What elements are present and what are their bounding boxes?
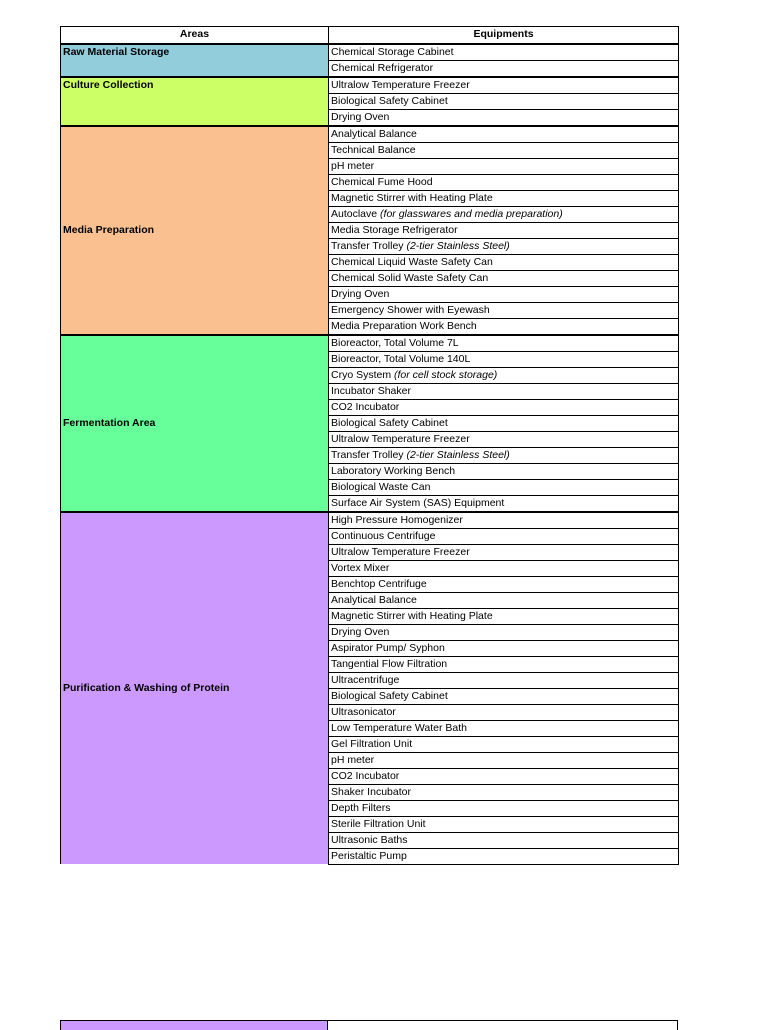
equipment-cell — [329, 222, 679, 238]
equipment-name: Media Storage Refrigerator — [331, 223, 458, 236]
equipment-cell — [329, 77, 679, 94]
equipment-cell — [329, 399, 679, 415]
equipment-cell — [329, 592, 679, 608]
table-row — [61, 77, 679, 94]
table-row — [61, 126, 679, 143]
equipment-name: Drying Oven — [331, 110, 390, 123]
equipment-cell — [329, 158, 679, 174]
equipment-cell — [329, 190, 679, 206]
equipment-name: Biological Safety Cabinet — [331, 416, 448, 429]
equipment-cell — [329, 512, 679, 529]
equipment-name: CO2 Incubator — [331, 400, 400, 413]
equipment-name: pH meter — [331, 753, 375, 766]
equipment-name: Continuous Centrifuge — [331, 529, 436, 542]
next-page-area-cell — [60, 1020, 328, 1030]
equipment-cell — [329, 254, 679, 270]
equipment-name: High Pressure Homogenizer — [331, 513, 463, 526]
equipment-cell — [329, 704, 679, 720]
equipment-name: Analytical Balance — [331, 127, 417, 140]
equipments-header: Equipments — [329, 27, 679, 44]
equipment-name: Low Temperature Water Bath — [331, 721, 467, 734]
area-cell: Purification & Washing of Protein — [61, 512, 329, 865]
equipment-cell — [329, 238, 679, 254]
equipment-cell — [329, 109, 679, 126]
equipment-name: Ultracentrifuge — [331, 673, 400, 686]
equipment-name: pH meter — [331, 159, 375, 172]
equipment-name: Aspirator Pump/ Syphon — [331, 641, 445, 654]
areas-header: Areas — [61, 27, 329, 44]
equipment-cell — [329, 286, 679, 302]
equipment-name: Incubator Shaker — [331, 384, 411, 397]
equipment-cell — [329, 544, 679, 560]
equipment-name: Benchtop Centrifuge — [331, 577, 427, 590]
table-body — [61, 44, 679, 865]
equipment-cell — [329, 174, 679, 190]
equipment-cell — [329, 463, 679, 479]
equipment-table — [60, 26, 679, 865]
equipment-cell — [329, 302, 679, 318]
equipment-cell — [329, 560, 679, 576]
equipment-cell — [329, 351, 679, 367]
equipment-name: Depth Filters — [331, 801, 391, 814]
equipment-name: Chemical Refrigerator — [331, 61, 434, 74]
equipment-name: Laboratory Working Bench — [331, 464, 456, 477]
equipment-name: Media Preparation Work Bench — [331, 319, 477, 332]
equipment-note: (for cell stock storage) — [394, 368, 498, 381]
area-cell: Raw Material Storage — [61, 44, 329, 77]
equipment-name: Cryo System — [331, 368, 395, 381]
equipment-note: (for glasswares and media preparation) — [380, 207, 563, 220]
equipment-cell — [329, 206, 679, 222]
equipment-name: Chemical Fume Hood — [331, 175, 433, 188]
equipment-cell — [329, 367, 679, 383]
equipment-cell — [329, 335, 679, 352]
equipment-cell — [329, 816, 679, 832]
equipment-name: Chemical Storage Cabinet — [331, 45, 454, 58]
header-row — [61, 27, 679, 44]
equipment-cell — [329, 431, 679, 447]
equipment-name: Biological Waste Can — [331, 480, 431, 493]
equipment-name: Ultralow Temperature Freezer — [331, 432, 470, 445]
equipment-name: Sterile Filtration Unit — [331, 817, 426, 830]
equipment-name: Peristaltic Pump — [331, 849, 407, 862]
equipment-cell — [329, 93, 679, 109]
equipment-cell — [329, 720, 679, 736]
area-cell: Culture Collection — [61, 77, 329, 126]
equipment-name: Bioreactor, Total Volume 140L — [331, 352, 471, 365]
equipment-cell — [329, 832, 679, 848]
equipment-cell — [329, 608, 679, 624]
equipment-name: Drying Oven — [331, 625, 390, 638]
table-row — [61, 44, 679, 61]
next-page-equipment-cell — [328, 1020, 678, 1030]
equipment-cell — [329, 126, 679, 143]
equipment-name: Ultralow Temperature Freezer — [331, 78, 470, 91]
area-cell: Media Preparation — [61, 126, 329, 335]
equipment-cell — [329, 640, 679, 656]
equipment-name: Technical Balance — [331, 143, 416, 156]
table-row — [61, 512, 679, 529]
equipment-name: Drying Oven — [331, 287, 390, 300]
table-row — [61, 335, 679, 352]
equipment-cell — [329, 784, 679, 800]
equipment-cell — [329, 44, 679, 61]
next-page-table-start — [60, 1020, 678, 1030]
equipment-cell — [329, 688, 679, 704]
equipment-name: Shaker Incubator — [331, 785, 411, 798]
equipment-cell — [329, 672, 679, 688]
area-cell: Fermentation Area — [61, 335, 329, 512]
equipment-cell — [329, 479, 679, 495]
equipment-name: Bioreactor, Total Volume 7L — [331, 336, 459, 349]
equipment-cell — [329, 60, 679, 77]
equipment-name: Chemical Liquid Waste Safety Can — [331, 255, 493, 268]
equipment-cell — [329, 656, 679, 672]
equipment-name: Analytical Balance — [331, 593, 417, 606]
equipment-cell — [329, 768, 679, 784]
equipment-cell — [329, 848, 679, 864]
equipment-cell — [329, 495, 679, 512]
equipment-name: Vortex Mixer — [331, 561, 390, 574]
equipment-cell — [329, 447, 679, 463]
equipment-name: Magnetic Stirrer with Heating Plate — [331, 191, 493, 204]
equipment-name: Transfer Trolley — [331, 239, 407, 252]
equipment-cell — [329, 736, 679, 752]
equipment-cell — [329, 383, 679, 399]
equipment-name: Ultrasonicator — [331, 705, 396, 718]
equipment-name: Surface Air System (SAS) Equipment — [331, 496, 505, 509]
equipment-cell — [329, 576, 679, 592]
equipment-cell — [329, 528, 679, 544]
equipment-name: Biological Safety Cabinet — [331, 689, 448, 702]
equipment-note: (2-tier Stainless Steel) — [406, 239, 510, 252]
equipment-cell — [329, 415, 679, 431]
equipment-cell — [329, 318, 679, 335]
equipment-cell — [329, 142, 679, 158]
equipment-name: Biological Safety Cabinet — [331, 94, 448, 107]
equipment-name: Chemical Solid Waste Safety Can — [331, 271, 489, 284]
equipment-cell — [329, 270, 679, 286]
equipment-name: Gel Filtration Unit — [331, 737, 413, 750]
equipment-note: (2-tier Stainless Steel) — [406, 448, 510, 461]
equipment-name: Ultrasonic Baths — [331, 833, 408, 846]
equipment-cell — [329, 752, 679, 768]
equipment-name: Tangential Flow Filtration — [331, 657, 448, 670]
equipment-name: CO2 Incubator — [331, 769, 400, 782]
equipment-name: Emergency Shower with Eyewash — [331, 303, 490, 316]
equipment-name: Magnetic Stirrer with Heating Plate — [331, 609, 493, 622]
equipment-name: Autoclave — [331, 207, 381, 220]
equipment-cell — [329, 624, 679, 640]
equipment-cell — [329, 800, 679, 816]
equipment-name: Ultralow Temperature Freezer — [331, 545, 470, 558]
equipment-name: Transfer Trolley — [331, 448, 407, 461]
